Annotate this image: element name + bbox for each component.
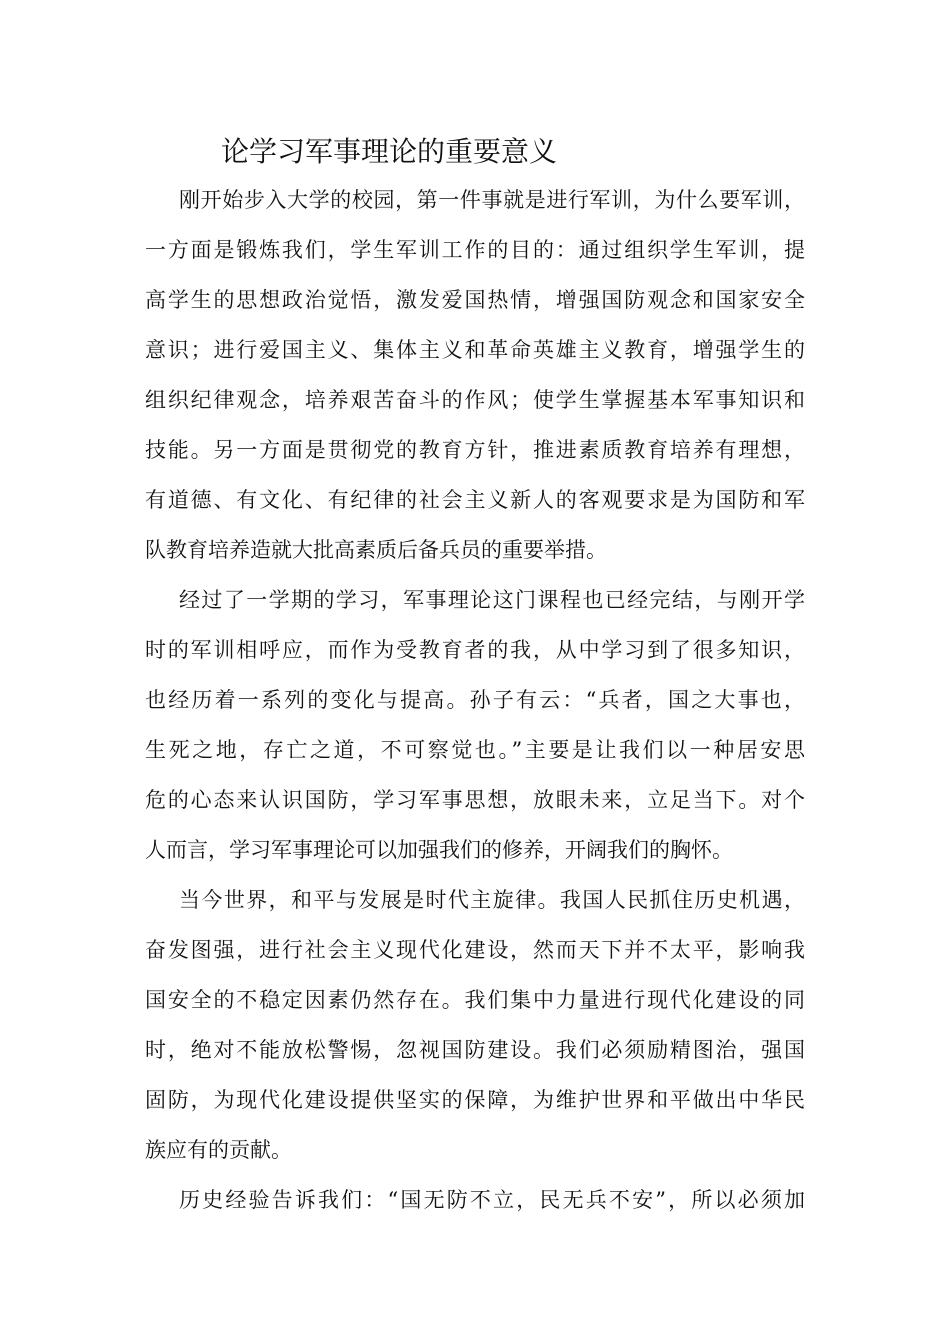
- paragraph-line: 族应有的贡献。: [145, 1138, 292, 1162]
- paragraph-line: 奋发图强，进行社会主义现代化建设，然而天下并不太平，影响我: [145, 938, 805, 962]
- paragraph-line: 有道德、有文化、有纪律的社会主义新人的客观要求是为国防和军: [145, 488, 805, 512]
- paragraph-3: [145, 875, 805, 1175]
- paragraph-4: [145, 1175, 805, 1225]
- paragraph-line: 队教育培养造就大批高素质后备兵员的重要举措。: [145, 538, 607, 562]
- paragraph-line: 刚开始步入大学的校园，第一件事就是进行军训，为什么要军训，: [179, 188, 805, 212]
- paragraph-line: 国安全的不稳定因素仍然存在。我们集中力量进行现代化建设的同: [145, 988, 805, 1012]
- paragraph-line: 时的军训相呼应，而作为受教育者的我，从中学习到了很多知识，: [145, 638, 805, 662]
- paragraph-line: 历史经验告诉我们：“国无防不立，民无兵不安”，所以必须加: [179, 1188, 805, 1212]
- paragraph-line: 经过了一学期的学习，军事理论这门课程也已经完结，与刚开学: [179, 588, 805, 612]
- paragraph-line: 生死之地，存亡之道，不可察觉也。”主要是让我们以一种居安思: [145, 738, 805, 762]
- paragraph-line: 当今世界，和平与发展是时代主旋律。我国人民抓住历史机遇，: [179, 888, 805, 912]
- paragraph-line: 组织纪律观念，培养艰苦奋斗的作风；使学生掌握基本军事知识和: [145, 388, 805, 412]
- paragraph-line: 高学生的思想政治觉悟，激发爱国热情，增强国防观念和国家安全: [145, 288, 805, 312]
- paragraph-1: [145, 175, 805, 575]
- paragraph-line: 危的心态来认识国防，学习军事思想，放眼未来，立足当下。对个: [145, 788, 805, 812]
- paragraph-2: [145, 575, 805, 875]
- paragraph-line: 一方面是锻炼我们，学生军训工作的目的：通过组织学生军训，提: [145, 238, 805, 262]
- document-title: 论学习军事理论的重要意义: [221, 135, 558, 168]
- paragraph-line: 也经历着一系列的变化与提高。孙子有云：“兵者，国之大事也，: [145, 688, 805, 712]
- paragraph-line: 时，绝对不能放松警惕，忽视国防建设。我们必须励精图治，强国: [145, 1038, 805, 1062]
- paragraph-line: 技能。另一方面是贯彻党的教育方针，推进素质教育培养有理想，: [145, 438, 805, 462]
- paragraph-line: 意识；进行爱国主义、集体主义和革命英雄主义教育，增强学生的: [145, 338, 805, 362]
- paragraph-line: 人而言，学习军事理论可以加强我们的修养，开阔我们的胸怀。: [145, 838, 733, 862]
- paragraph-line: 固防，为现代化建设提供坚实的保障，为维护世界和平做出中华民: [145, 1088, 805, 1112]
